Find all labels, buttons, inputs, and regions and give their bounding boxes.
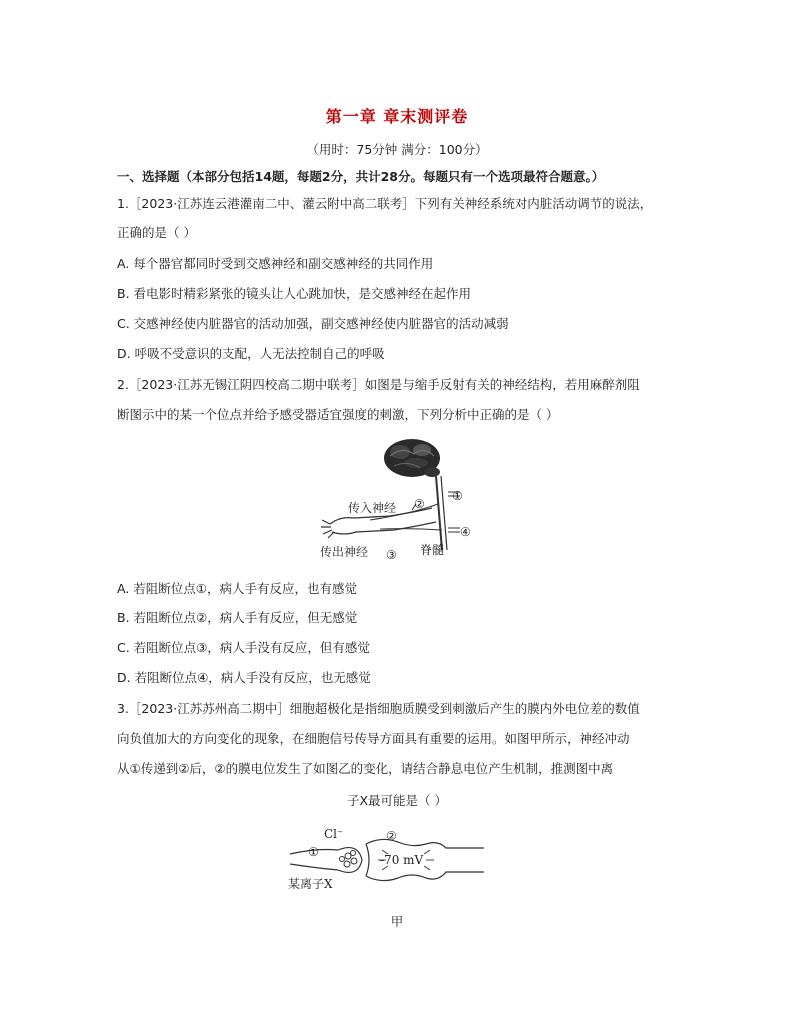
q1-stem-line2: 正确的是（ ）	[117, 225, 196, 240]
q2-option-d: D. 若阻断位点④，病人手没有反应，也无感觉	[117, 670, 371, 685]
reflex-arc-figure	[320, 432, 490, 564]
q3-stem-line2: 向负值加大的方向变化的现象，在细胞信号传导方面具有重要的运用。如图甲所示，神经冲动	[117, 731, 630, 746]
brain-image	[384, 439, 440, 477]
q1-stem-line1: 1.［2023·江苏连云港灌南二中、灌云附中高二联考］下列有关神经系统对内脏活动调节的说法，	[117, 196, 653, 211]
q3-stem-line4: 子X最可能是（ ）	[346, 793, 448, 808]
q1-option-a: A. 每个器官都同时受到交感神经和副交感神经的共同作用	[117, 256, 434, 271]
q2-stem-line1: 2.［2023·江苏无锡江阴四校高二期中联考］如图是与缩手反射有关的神经结构，若用麻醉剂阻	[117, 377, 640, 392]
page-title: 第一章 章末测评卷	[325, 107, 469, 126]
point-2-label-q3: ②	[386, 829, 397, 843]
figure-caption-jia: 甲	[390, 914, 404, 929]
q3-stem-line1: 3.［2023·江苏苏州高二期中］细胞超极化是指细胞质膜受到刺激后产生的膜内外电位差的数值	[117, 701, 640, 716]
ion-x-label: 某离子X	[288, 877, 333, 891]
q2-option-a: A. 若阻断位点①，病人手有反应，也有感觉	[117, 581, 357, 596]
membrane-potential-label: -70 mV	[380, 853, 424, 867]
point-1-label-q3: ①	[308, 845, 319, 859]
point-3-label: ③	[386, 548, 397, 562]
efferent-nerve-label: 传出神经	[320, 545, 369, 559]
afferent-nerve-label: 传入神经	[348, 501, 397, 515]
q1-option-b: B. 看电影时精彩紧张的镜头让人心跳加快，是交感神经在起作用	[117, 286, 472, 301]
q1-option-c: C. 交感神经使内脏器官的活动加强，副交感神经使内脏器官的活动减弱	[117, 316, 509, 331]
vesicles	[340, 851, 358, 868]
q2-stem-line2: 断图示中的某一个位点并给予感受器适宜强度的刺激，下列分析中正确的是（ ）	[117, 407, 559, 422]
point-2-label: ②	[414, 497, 425, 511]
point-4-label: ④	[460, 525, 471, 539]
spinal-cord-label: 脊髓	[420, 543, 445, 557]
q2-option-c: C. 若阻断位点③，病人手没有反应，但有感觉	[117, 640, 370, 655]
q1-option-d: D. 呼吸不受意识的支配，人无法控制自己的呼吸	[117, 346, 385, 361]
q3-stem-line3: 从①传递到②后，②的膜电位发生了如图乙的变化，请结合静息电位产生机制，推测图中离	[117, 761, 614, 776]
section-heading: 一、选择题（本部分包括14题，每题2分，共计28分。每题只有一个选项最符合题意。）	[117, 169, 605, 184]
page-subtitle: （用时：75分钟 满分：100分）	[306, 142, 488, 157]
synapse-figure	[286, 826, 486, 896]
cl-ion-label: Cl⁻	[324, 827, 344, 841]
point-1-label: ①	[452, 489, 463, 503]
q2-option-b: B. 若阻断位点②，病人手有反应，但无感觉	[117, 610, 358, 625]
